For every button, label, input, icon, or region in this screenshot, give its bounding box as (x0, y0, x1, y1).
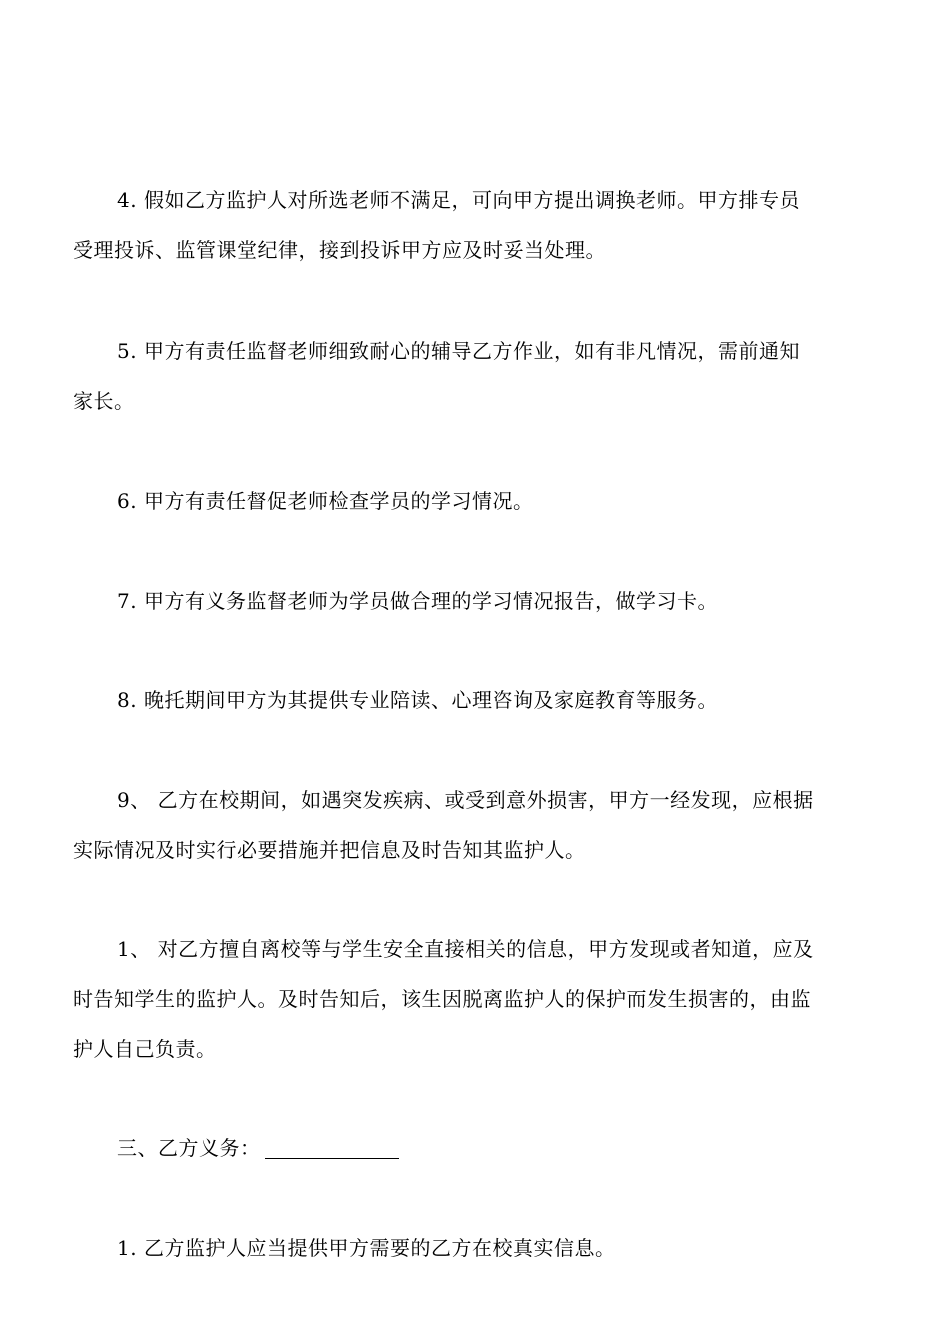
section-3-paragraph-1: 1. 乙方监护人应当提供甲方需要的乙方在校真实信息。 (117, 1236, 616, 1260)
paragraph-1b-line-3: 护人自己负责。 (73, 1037, 217, 1061)
fill-in-blank (265, 1138, 399, 1159)
paragraph-4-line-2: 受理投诉、监管课堂纪律，接到投诉甲方应及时妥当处理。 (73, 238, 606, 262)
paragraph-5-line-2: 家长。 (73, 389, 135, 413)
paragraph-1b-line-1: 1、 对乙方擅自离校等与学生安全直接相关的信息，甲方发现或者知道，应及 (117, 937, 814, 961)
section-3-heading-line (117, 1134, 923, 1162)
paragraph-5-line-1: 5. 甲方有责任监督老师细致耐心的辅导乙方作业，如有非凡情况，需前通知 (117, 339, 800, 363)
section-3-heading: 三、乙方义务： (117, 1136, 261, 1160)
paragraph-9-line-2: 实际情况及时实行必要措施并把信息及时告知其监护人。 (73, 838, 586, 862)
paragraph-8: 8. 晚托期间甲方为其提供专业陪读、心理咨询及家庭教育等服务。 (117, 688, 718, 712)
paragraph-7: 7. 甲方有义务监督老师为学员做合理的学习情况报告，做学习卡。 (117, 589, 718, 613)
paragraph-1b-line-2: 时告知学生的监护人。及时告知后，该生因脱离监护人的保护而发生损害的，由监 (73, 987, 811, 1011)
paragraph-4-line-1: 4. 假如乙方监护人对所选老师不满足，可向甲方提出调换老师。甲方排专员 (117, 188, 800, 212)
paragraph-9-line-1: 9、 乙方在校期间，如遇突发疾病、或受到意外损害，甲方一经发现，应根据 (117, 788, 814, 812)
paragraph-6: 6. 甲方有责任督促老师检查学员的学习情况。 (117, 489, 534, 513)
